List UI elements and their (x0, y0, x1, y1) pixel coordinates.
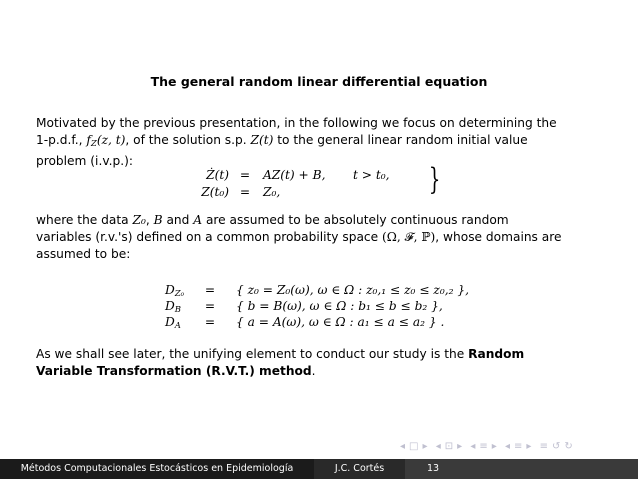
footer (0, 459, 638, 479)
data-and: and (162, 213, 194, 227)
ivp-row2-lhs: Z(t₀) (201, 185, 229, 199)
nav-back-icon[interactable]: ↺ (552, 441, 562, 452)
nav-forward-icon[interactable]: ↻ (564, 441, 574, 452)
nav-prev-icon[interactable]: ◂ (400, 441, 407, 452)
ivp-row1-lhs: Ż(t) (206, 168, 229, 182)
footer-course: Métodos Computacionales Estocásticos en Epidemiología (0, 459, 314, 479)
ivp-row1-cond: t > t₀, (353, 168, 390, 182)
a-symbol: A (193, 213, 203, 227)
z0-symbol: Z₀ (132, 213, 146, 227)
footer-author: J.C. Cortés (314, 459, 405, 479)
data-sep: , (145, 213, 154, 227)
domain-a-lhs: $D_A$ (165, 315, 181, 331)
intro-line-1: Motivated by the previous presentation, in the following we focus on determining the (36, 116, 557, 130)
data-paragraph (36, 212, 606, 264)
nav-next-icon[interactable]: ▸ (457, 441, 464, 452)
data-line-3: assumed to be: (36, 247, 131, 262)
ivp-row1-rhs: AZ(t) + B, (263, 168, 326, 182)
ivp-row2-eq: = (239, 185, 251, 199)
data-line-2-start: variables (r.v.'s) defined on a common probability space (36, 230, 383, 245)
data-line-1-end: are assumed to be absolutely continuous random (202, 213, 509, 227)
footer-page (405, 459, 638, 479)
beamer-navigation[interactable] (400, 441, 630, 455)
nav-prev-icon[interactable]: ◂ (435, 441, 442, 452)
ivp-brace: } (428, 162, 441, 197)
ivp-row2-rhs: Z₀, (263, 185, 281, 199)
domain-b-rhs: { b = B(ω), ω ∈ Ω : b₁ ≤ b ≤ b₂ }, (236, 299, 443, 313)
pdf-symbol: f (86, 133, 91, 148)
pdf-subscript: Z (90, 139, 97, 150)
conclusion-paragraph (36, 346, 606, 380)
nav-next-icon[interactable]: ▸ (526, 441, 533, 452)
conclusion-period: . (311, 364, 316, 379)
nav-next-icon[interactable]: ▸ (491, 441, 498, 452)
nav-next-icon[interactable]: ▸ (422, 441, 429, 452)
probability-space: (Ω, 𝓕, ℙ) (382, 230, 436, 245)
nav-prev-icon[interactable]: ◂ (470, 441, 477, 452)
intro-line-2-mid: , of the solution s.p. (125, 133, 251, 148)
nav-prev-icon[interactable]: ◂ (504, 441, 512, 452)
data-line-1-start: where the data (36, 213, 133, 227)
domain-b-eq: = (204, 299, 216, 313)
intro-line-2-start: 1-p.d.f., (36, 133, 87, 148)
rvt-bold-2: Variable Transformation (R.V.T.) method (36, 364, 312, 379)
intro-line-3: problem (i.v.p.): (36, 154, 133, 169)
domain-z0-rhs: { z₀ = Z₀(ω), ω ∈ Ω : z₀,₁ ≤ z₀ ≤ z₀,₂ }, (236, 283, 469, 297)
nav-section-icon[interactable]: ≡ (479, 441, 489, 452)
domain-b-lhs: $D_B$ (165, 299, 182, 315)
intro-paragraph (36, 115, 606, 171)
nav-document-icon[interactable]: ≡ (514, 441, 524, 452)
nav-menu-icon[interactable]: ≡ (539, 441, 550, 452)
conclusion-text: As we shall see later, the unifying element to conduct our study is the (36, 347, 469, 361)
domain-z0-lhs: $D_{Z_0}$ (165, 283, 185, 299)
rvt-bold-1: Random (468, 347, 525, 361)
frame-title: The general random linear differential equation (150, 74, 488, 89)
nav-subsection-icon[interactable]: ⊡ (444, 441, 455, 452)
b-symbol: B (153, 213, 163, 227)
domain-a-rhs: { a = A(ω), ω ∈ Ω : a₁ ≤ a ≤ a₂ } . (236, 315, 445, 329)
domain-z0-eq: = (204, 283, 216, 297)
data-line-2-end: , whose domains are (435, 230, 562, 245)
ivp-row1-eq: = (239, 168, 251, 182)
solution-process: Z(t) (250, 133, 274, 148)
pdf-args: (z, t) (96, 133, 126, 148)
nav-frame-icon[interactable]: □ (409, 441, 420, 452)
domain-a-eq: = (204, 315, 216, 329)
page-number: 13 (427, 463, 440, 474)
intro-line-2-end: to the general linear random initial value (273, 133, 528, 148)
